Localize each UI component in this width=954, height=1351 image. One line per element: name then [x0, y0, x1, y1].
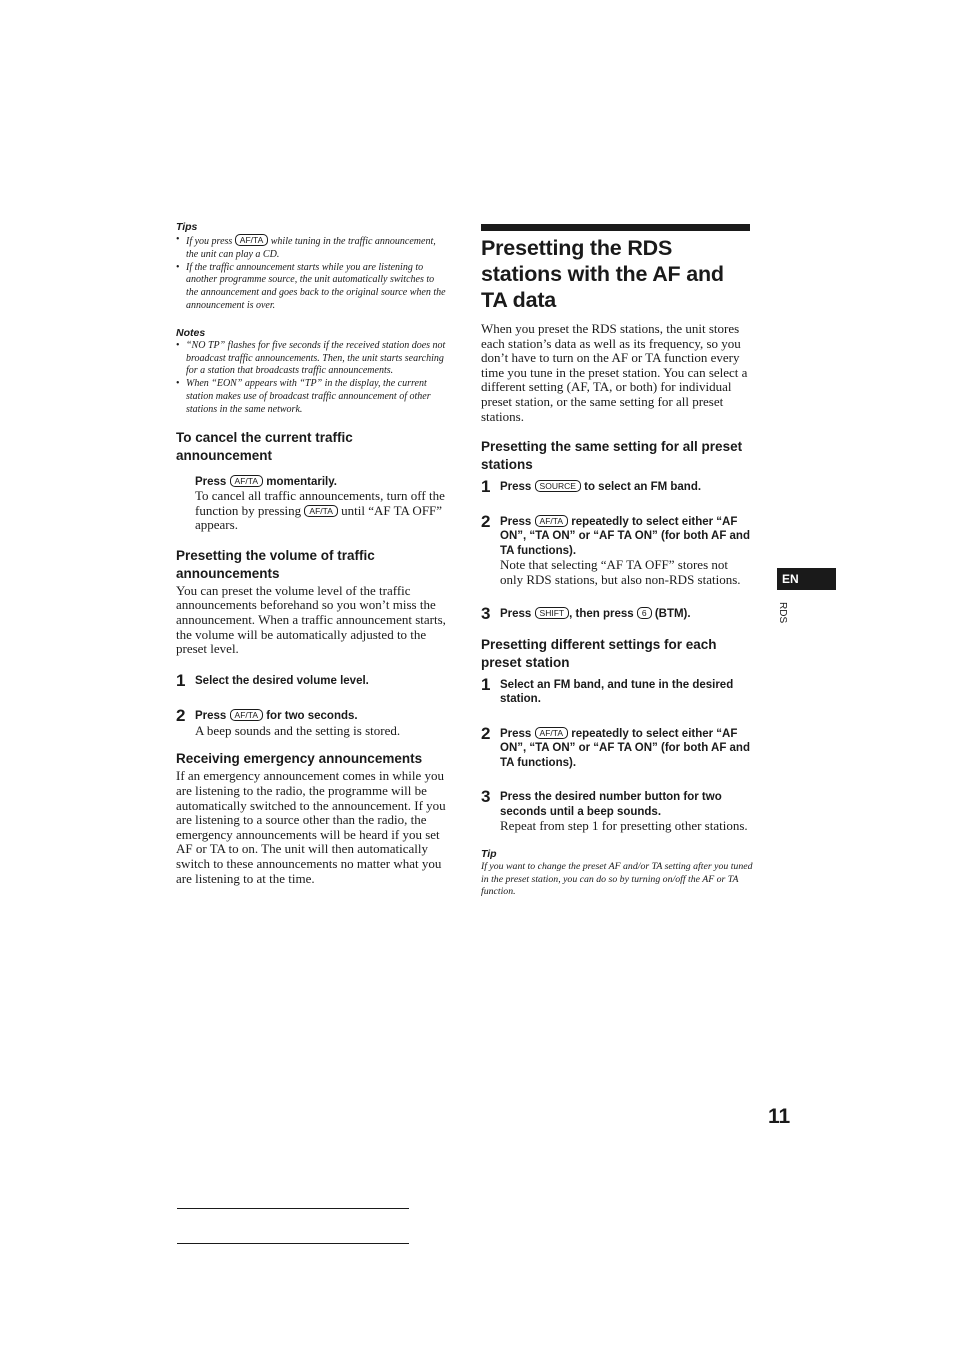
- step-number: 2: [481, 723, 491, 743]
- source-key: SOURCE: [535, 480, 581, 492]
- tip-text: while tuning in the traffic announcement, the unit can play a CD.: [186, 236, 436, 260]
- volume-step-2: [176, 706, 448, 738]
- volume-heading: Presetting the volume of traffic announcements: [176, 547, 375, 581]
- press-text: Press: [500, 608, 532, 621]
- page-title: Presetting the RDS stations with the AF and TA data: [481, 236, 724, 312]
- af-ta-key: AF/TA: [535, 515, 568, 527]
- step-text: [500, 727, 753, 771]
- step-text: Select the desired volume level.: [195, 674, 369, 687]
- cancel-instructions: [176, 475, 448, 533]
- step-number: 1: [176, 670, 186, 690]
- same-setting-heading: Presetting the same setting for all preset stations: [481, 439, 743, 473]
- press-text: Press: [195, 710, 227, 723]
- tip-item: [176, 234, 448, 262]
- page-number: 11: [768, 1105, 791, 1128]
- step-number: 3: [481, 787, 491, 807]
- notes-list: [176, 340, 448, 417]
- action-text: , then press: [569, 608, 634, 621]
- tip-text: If you want to change the preset AF and/or TA setting after you tuned in the preset station, you can do so by turning on/off the AF or TA function.: [481, 860, 753, 898]
- footer-rule: [177, 1243, 409, 1244]
- press-text: Press: [195, 475, 227, 488]
- press-text: Press: [500, 727, 532, 740]
- note-item: • “NO TP” flashes for five seconds if the received station does not broadcast traffic announcements. Then, the unit starts searching for a station that broadcasts traffic announcements.: [176, 340, 448, 378]
- action-text: repeatedly to select either “AF ON”, “TA ON” or “AF TA ON” (for both AF and TA functions).: [500, 727, 750, 769]
- different-step-1: [481, 674, 753, 707]
- af-ta-key: AF/TA: [235, 234, 268, 246]
- left-column: [176, 221, 448, 886]
- step-note: A beep sounds and the setting is stored.: [195, 722, 401, 738]
- title-rule: [481, 224, 750, 231]
- step-number: 1: [481, 674, 491, 694]
- af-ta-key: AF/TA: [304, 505, 337, 517]
- step-text: [195, 709, 448, 724]
- same-step-1: [481, 477, 753, 497]
- volume-body: You can preset the volume level of the traffic announcements beforehand so you won’t miss the announcement. When a traffic announcement starts, the volume will be automatically adjusted to the preset level.: [176, 582, 446, 657]
- step-text: Select an FM band, and tune in the desired station.: [500, 678, 734, 706]
- cancel-step: [195, 475, 448, 490]
- step-number: 1: [481, 477, 491, 497]
- language-tab: EN: [777, 568, 836, 590]
- same-step-2: [481, 511, 753, 588]
- af-ta-key: AF/TA: [535, 727, 568, 739]
- action-text: for two seconds.: [266, 710, 358, 723]
- notes-label: Notes: [176, 326, 206, 339]
- step-text: [500, 607, 753, 622]
- step-number: 2: [481, 511, 491, 531]
- different-step-2: [481, 723, 753, 771]
- right-column: [481, 224, 753, 899]
- note-text: until “AF TA OFF” appears.: [195, 502, 443, 533]
- step-number: 3: [481, 604, 491, 624]
- emergency-heading: Receiving emergency announcements: [176, 751, 423, 767]
- different-step-3: [481, 787, 753, 834]
- emergency-body: If an emergency announcement comes in while you are listening to the radio, the programme will be automatically switched to the announcement. If you are listening to a source other than the radio, the emergency announcements will be heard if you set AF or TA to on. The unit will then automatically switch to these announcements no matter what you are listening to at the time.: [176, 768, 446, 886]
- tip-text: If you press: [186, 236, 233, 247]
- action-text: (BTM).: [654, 608, 691, 621]
- cancel-note: [195, 489, 448, 533]
- action-text: repeatedly to select either “AF ON”, “TA ON” or “AF TA ON” (for both AF and TA functions).: [500, 515, 750, 557]
- step-note: Repeat from step 1 for presetting other stations.: [500, 818, 748, 834]
- step-number: 2: [176, 706, 186, 726]
- press-text: Press: [500, 481, 532, 494]
- shift-key: SHIFT: [535, 607, 570, 619]
- step-note: Note that selecting “AF TA OFF” stores not only RDS stations, but also non-RDS stations.: [500, 557, 741, 587]
- action-text: to select an FM band.: [584, 481, 702, 494]
- note-text: To cancel all traffic announcements, turn off the function by pressing: [195, 488, 445, 518]
- section-label: [772, 602, 792, 632]
- af-ta-key: AF/TA: [230, 475, 263, 487]
- step-text: [500, 480, 753, 495]
- footer-rule: [177, 1208, 409, 1209]
- af-ta-key: AF/TA: [230, 709, 263, 721]
- same-step-3: [481, 604, 753, 624]
- tip-item: • If the traffic announcement starts while you are listening to another programme source, the unit automatically switches to the announcement and goes back to the original source when the announcement is over.: [176, 262, 448, 313]
- intro-body: When you preset the RDS stations, the unit stores each station’s data as well as its frequency, so you don’t have to turn on the AF or TA function every time you tune in the preset station. You can select a different setting (AF, TA, or both) for individual preset station, or the same setting for all preset stations.: [481, 321, 748, 424]
- number-6-key: 6: [637, 607, 652, 619]
- note-item: • When “EON” appears with “TP” in the display, the current station makes use of broadcast traffic announcement of other stations in the same network.: [176, 378, 448, 416]
- cancel-heading: To cancel the current traffic announcement: [176, 429, 353, 463]
- different-settings-heading: Presetting different settings for each preset station: [481, 636, 717, 670]
- press-text: Press: [500, 515, 532, 528]
- volume-step-1: [176, 670, 448, 690]
- step-text: [500, 515, 753, 559]
- section-label-text: RDS: [777, 602, 788, 624]
- action-text: momentarily.: [266, 475, 337, 488]
- tip-label: Tip: [481, 847, 497, 860]
- tips-list: [176, 234, 448, 313]
- tips-label: Tips: [176, 221, 198, 233]
- step-text: Press the desired number button for two seconds until a beep sounds.: [500, 791, 722, 818]
